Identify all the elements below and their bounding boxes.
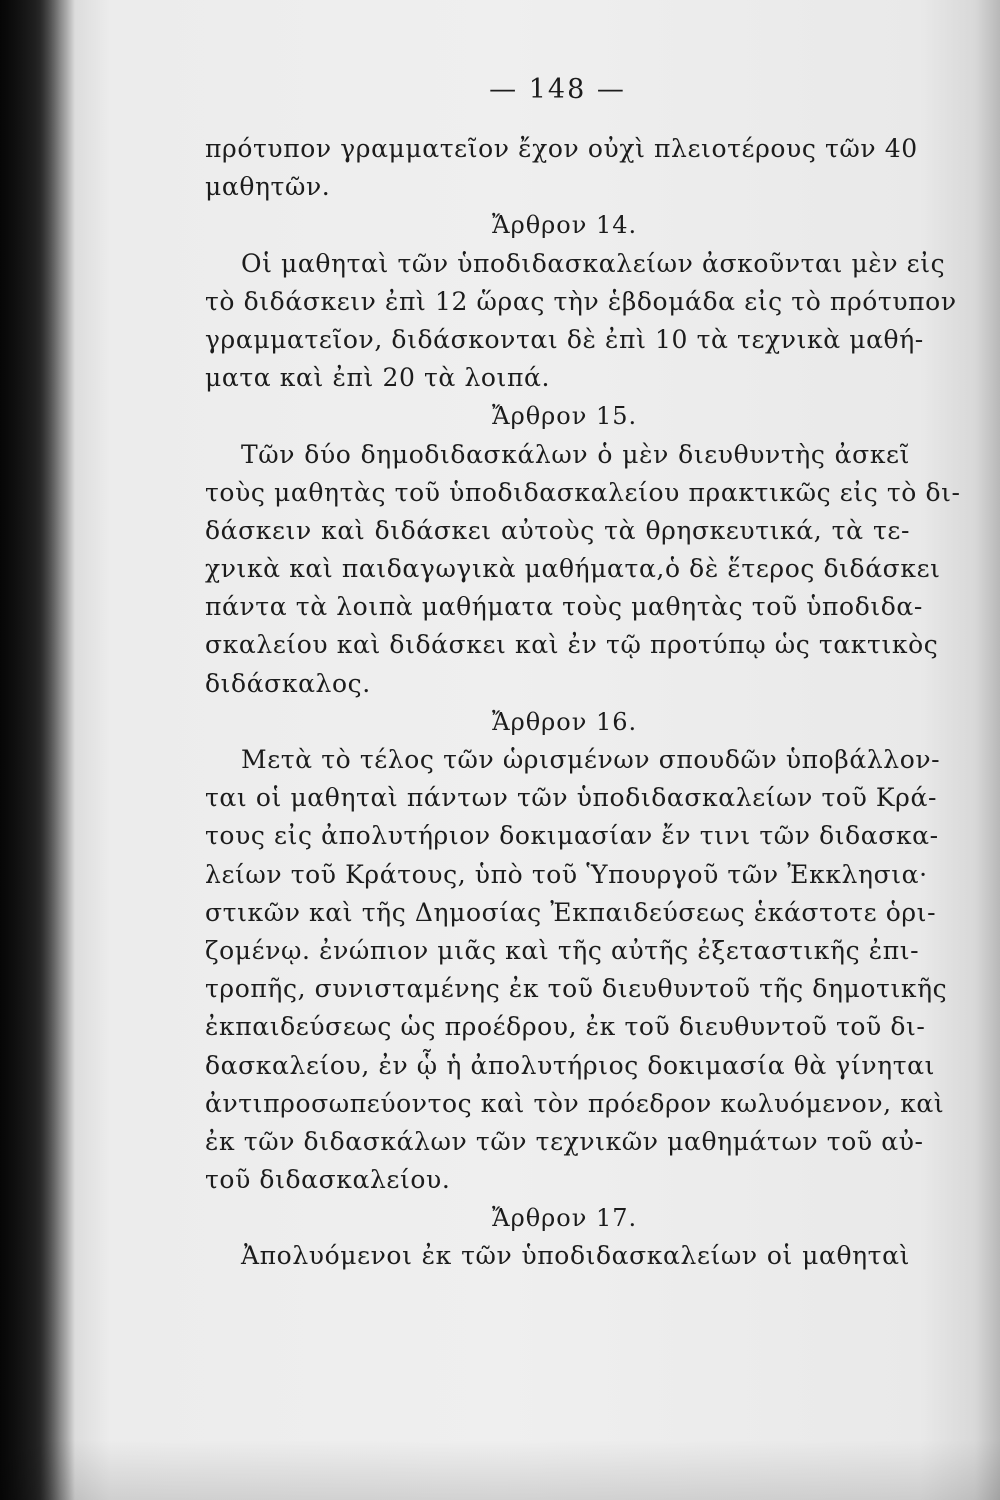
paragraph-first-line: Οἱ μαθηταὶ τῶν ὑποδιδασκαλείων ἀσκοῦνται μὲν εἰς (241, 248, 946, 278)
text-line: στικῶν καὶ τῆς Δημοσίας Ἐκπαιδεύσεως ἑκάστοτε ὁρι- (205, 897, 937, 927)
text-line: πάντα τὰ λοιπὰ μαθήματα τοὺς μαθητὰς τοῦ ὑποδιδα- (205, 592, 923, 622)
text-line: ἐκ τῶν διδασκάλων τῶν τεχνικῶν μαθημάτων τοῦ αὐ- (205, 1126, 924, 1156)
paragraph-first-line: Ἀπολυόμενοι ἐκ τῶν ὑποδιδασκαλείων οἱ μαθηταὶ (241, 1241, 910, 1271)
text-line: διδάσκαλος. (205, 668, 371, 698)
text-line: μαθητῶν. (205, 172, 331, 202)
text-line: σκαλείου καὶ διδάσκει καὶ ἐν τῷ προτύπῳ ὡς τακτικὸς (205, 630, 939, 660)
text-line: δασκαλείου, ἐν ᾧ ἡ ἀπολυτήριος δοκιμασία θὰ γίνηται (205, 1050, 936, 1080)
text-line: δάσκειν καὶ διδάσκει αὐτοὺς τὰ θρησκευτικά, τὰ τε- (205, 515, 910, 545)
text-line: ἐκπαιδεύσεως ὡς προέδρου, ἐκ τοῦ διευθυντοῦ τοῦ δι- (205, 1012, 926, 1042)
page-number: — 148 — (489, 74, 626, 105)
article-heading: Ἄρθρον 16. (492, 707, 638, 736)
page-edge-shadow (0, 1440, 1000, 1500)
text-line: ἀντιπροσωπεύοντος καὶ τὸν πρόεδρον κωλυόμενον, καὶ (205, 1088, 945, 1118)
text-line: πρότυπον γραμματεῖον ἔχον οὐχὶ πλειοτέρους τῶν 40 (205, 134, 918, 163)
text-line: τοὺς μαθητὰς τοῦ ὑποδιδασκαλείου πρακτικῶς εἰς τὸ δι- (205, 477, 961, 507)
text-line: ζομένῳ. ἐνώπιον μιᾶς καὶ τῆς αὐτῆς ἐξεταστικῆς ἐπι- (205, 935, 920, 965)
text-line: τοῦ διδασκαλείου. (205, 1165, 451, 1195)
text-line: χνικὰ καὶ παιδαγωγικὰ μαθήματα,ὁ δὲ ἕτερος διδάσκει (205, 554, 941, 584)
text-line: ται οἱ μαθηταὶ πάντων τῶν ὑποδιδασκαλείων τοῦ Κρά- (205, 783, 938, 813)
text-line: τὸ διδάσκειν ἐπὶ 12 ὥρας τὴν ἑβδομάδα εἰς τὸ πρότυπον (205, 286, 957, 316)
text-line: τους εἰς ἀπολυτήριον δοκιμασίαν ἔν τινι τῶν διδασκα- (205, 821, 939, 851)
paragraph-first-line: Μετὰ τὸ τέλος τῶν ὡρισμένων σπουδῶν ὑποβάλλον- (241, 745, 941, 774)
article-heading: Ἄρθρον 14. (492, 211, 638, 240)
text-line: τροπῆς, συνισταμένης ἐκ τοῦ διευθυντοῦ τῆς δημοτικῆς (205, 974, 948, 1004)
paragraph-first-line: Τῶν δύο δημοδιδασκάλων ὁ μὲν διευθυντὴς ἀσκεῖ (241, 439, 910, 469)
binding-shadow (0, 0, 75, 1500)
text-line: γραμματεῖον, διδάσκονται δὲ ἐπὶ 10 τὰ τεχνικὰ μαθή- (205, 324, 924, 354)
body-text (205, 130, 961, 1276)
article-heading: Ἄρθρον 15. (492, 402, 638, 431)
text-line: ματα καὶ ἐπὶ 20 τὰ λοιπά. (205, 363, 551, 393)
article-heading: Ἄρθρον 17. (492, 1204, 638, 1233)
text-block (205, 70, 961, 1276)
text-line: λείων τοῦ Κράτους, ὑπὸ τοῦ Ὑπουργοῦ τῶν Ἐκκλησια· (205, 859, 928, 889)
